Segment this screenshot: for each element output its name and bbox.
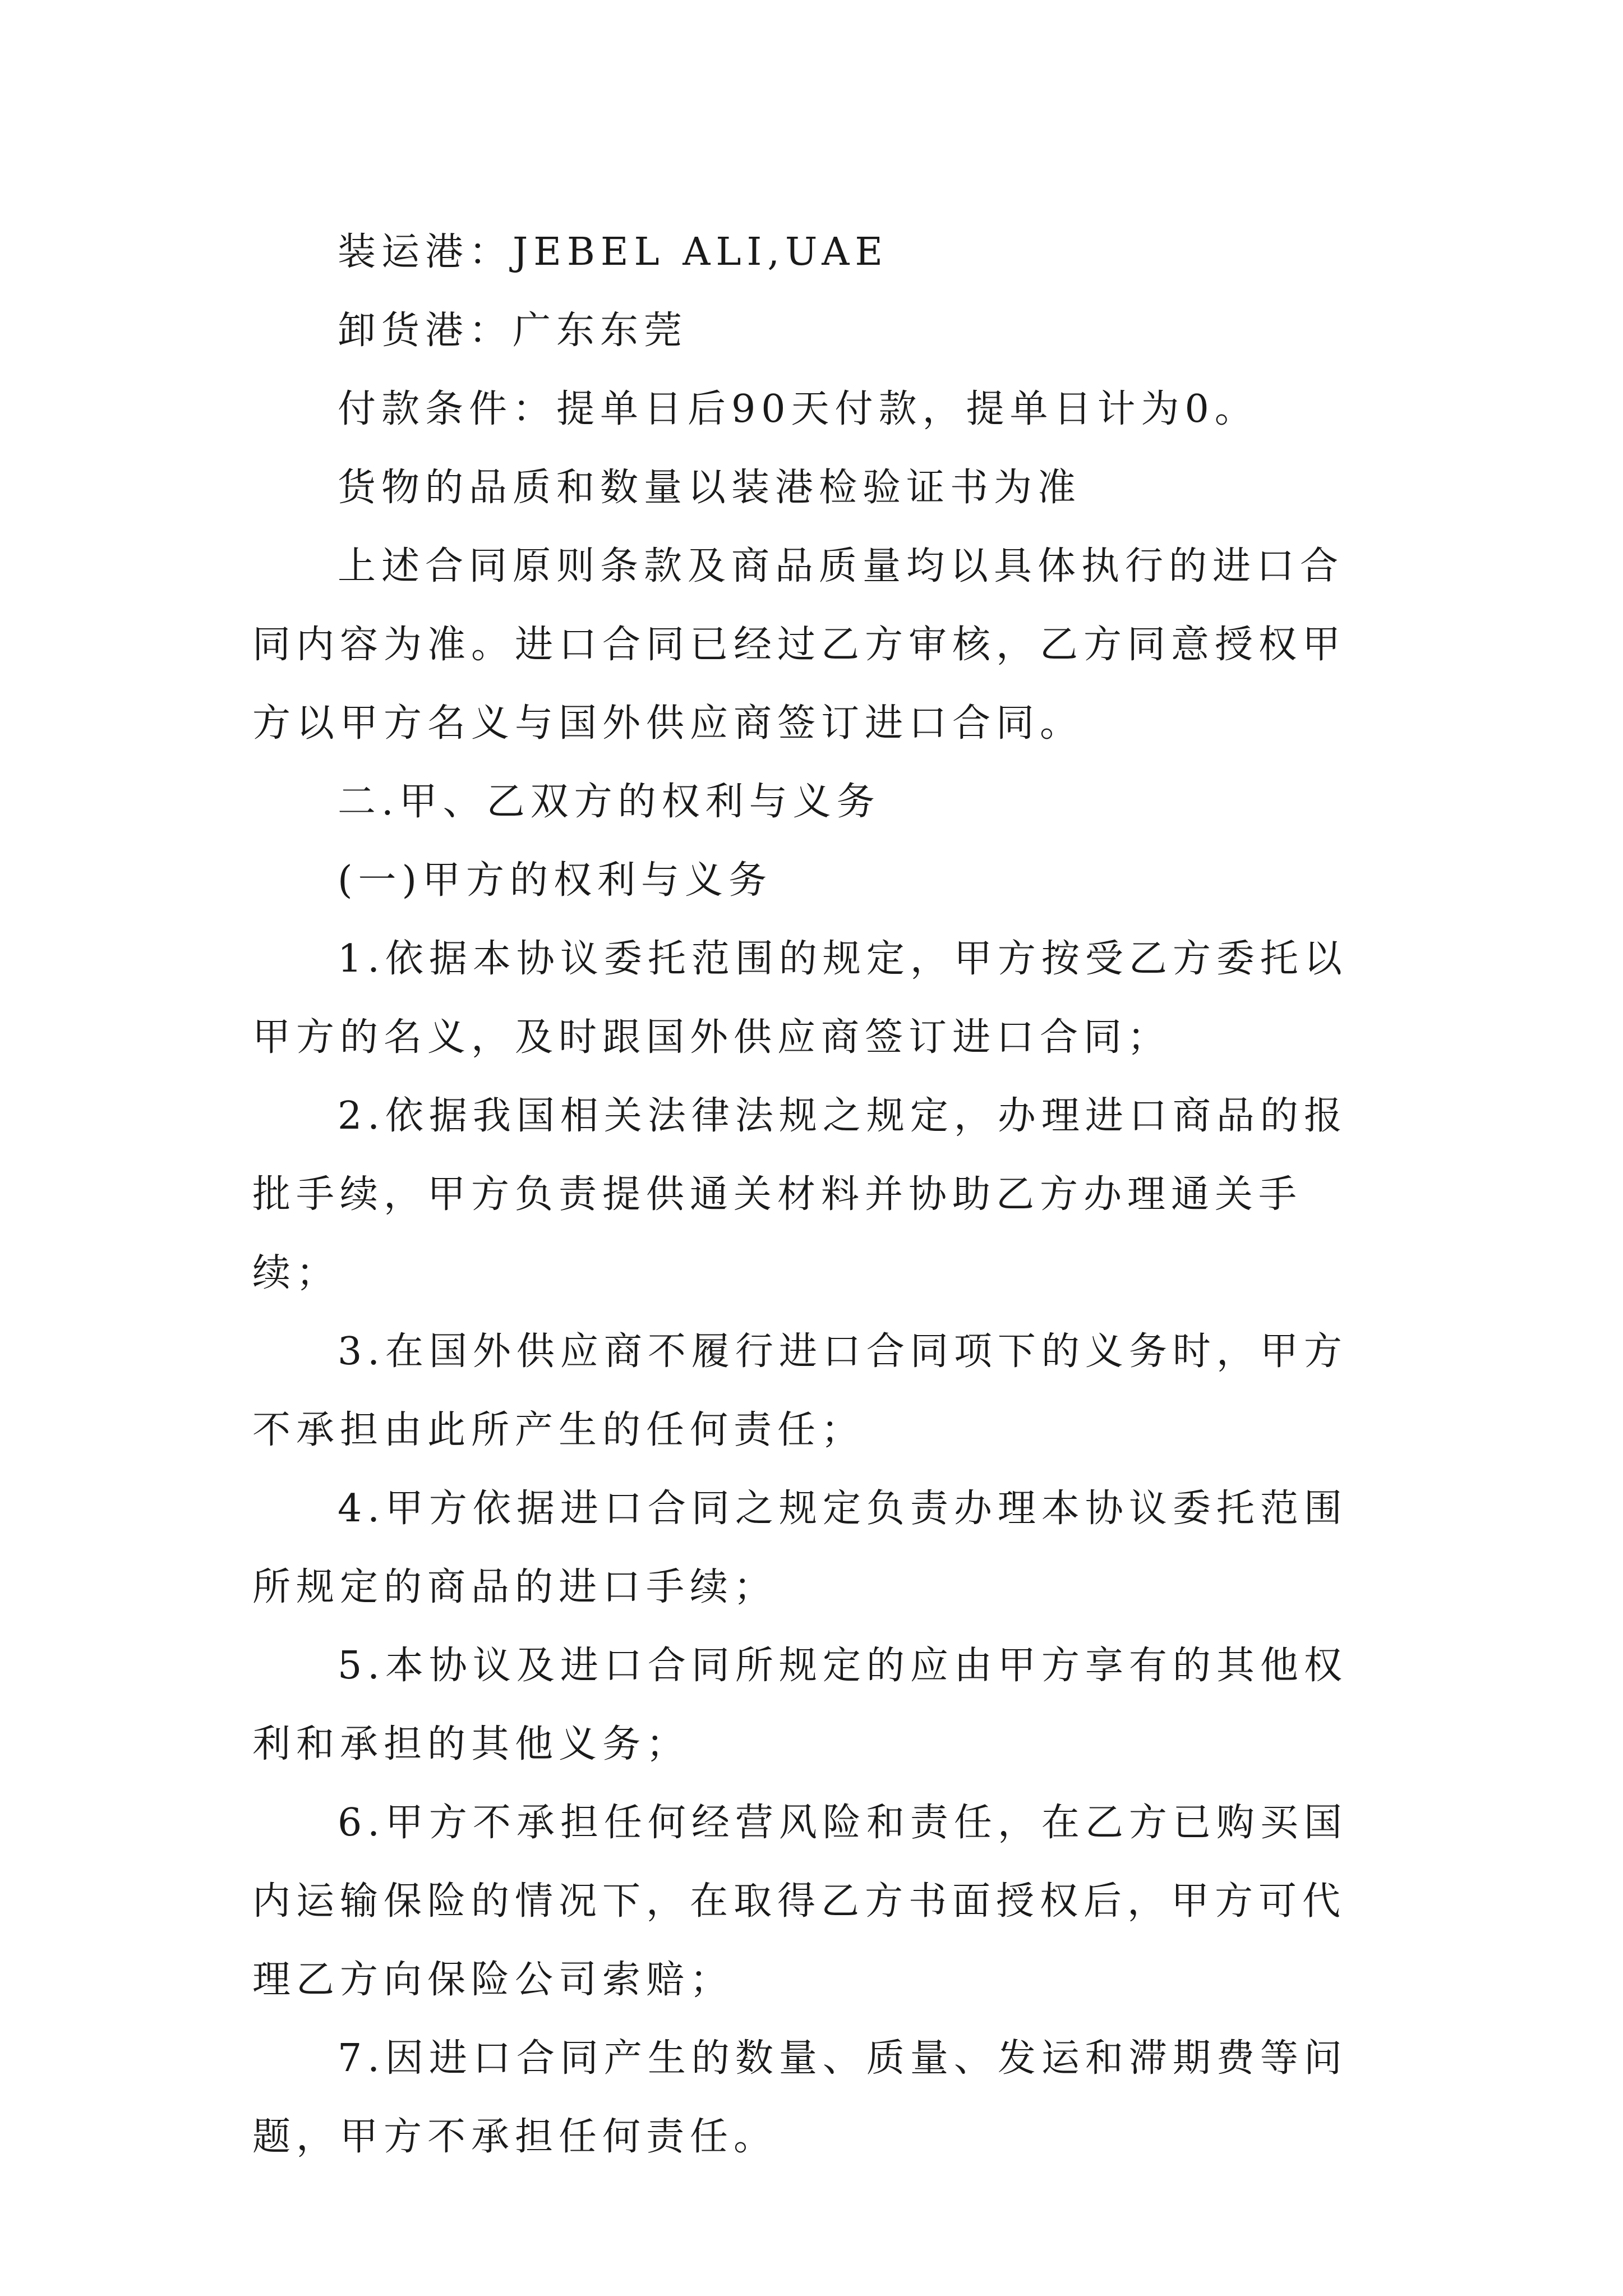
payment-terms-line: 付款条件：提单日后90天付款，提单日计为0。	[338, 387, 1258, 431]
subsection-heading-party-a: (一)甲方的权利与义务	[338, 858, 773, 903]
clause-4: 4.甲方依据进口合同之规定负责办理本协议委托范围所规定的商品的进口手续；	[252, 1487, 1348, 1609]
clause-2: 2.依据我国相关法律法规之规定，办理进口商品的报批手续，甲方负责提供通关材料并协助乙方办理通关手续；	[252, 1094, 1348, 1295]
quality-quantity-line: 货物的品质和数量以装港检验证书为准	[338, 466, 1082, 510]
document-body	[252, 213, 1380, 2177]
clause-3: 3.在国外供应商不履行进口合同项下的义务时，甲方不承担由此所产生的任何责任；	[252, 1329, 1348, 1452]
clause-1: 1.依据本协议委托范围的规定，甲方按受乙方委托以甲方的名义，及时跟国外供应商签订进口合同；	[252, 937, 1348, 1060]
clause-7: 7.因进口合同产生的数量、质量、发运和滞期费等问题，甲方不承担任何责任。	[252, 2036, 1348, 2159]
clause-5: 5.本协议及进口合同所规定的应由甲方享有的其他权利和承担的其他义务；	[252, 1644, 1348, 1766]
discharge-port-line: 卸货港：广东东莞	[338, 309, 688, 353]
clause-6: 6.甲方不承担任何经营风险和责任，在乙方已购买国内运输保险的情况下，在取得乙方书面授权后，甲方可代理乙方向保险公司索赔；	[252, 1801, 1348, 2002]
section-heading-rights-obligations: 二.甲、乙双方的权利与义务	[338, 780, 880, 824]
contract-principle-paragraph: 上述合同原则条款及商品质量均以具体执行的进口合同内容为准。进口合同已经过乙方审核，乙方同意授权甲方以甲方名义与国外供应商签订进口合同。	[252, 544, 1347, 746]
loading-port-line: 装运港：JEBEL ALI,UAE	[338, 230, 888, 274]
